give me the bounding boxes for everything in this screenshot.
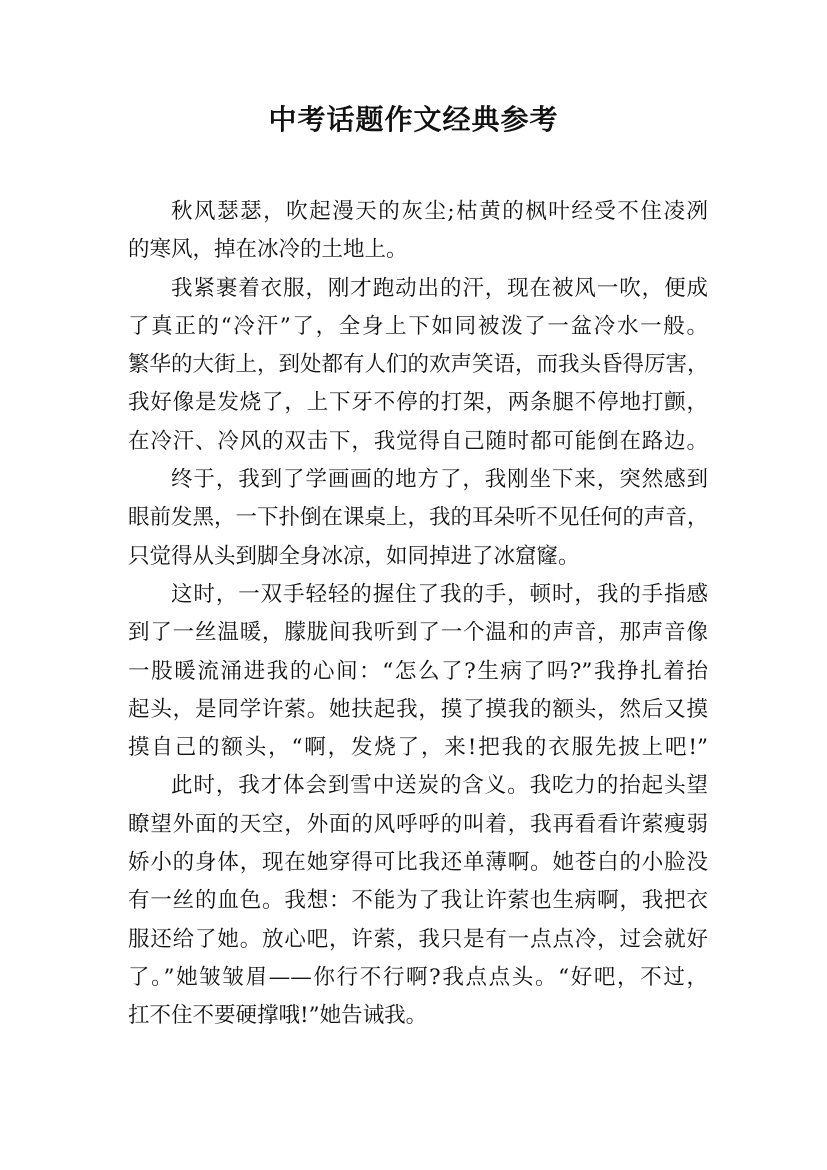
paragraph-line: 终于，我到了学画画的地方了，我刚坐下来，突然感到 (171, 467, 708, 493)
paragraph-line: 只觉得从头到脚全身冰凉，如同掉进了冰窟窿。 (128, 543, 580, 569)
paragraph-line: 这时，一双手轻轻的握住了我的手，顿时，我的手指感 (171, 581, 708, 607)
document-body (128, 193, 708, 1036)
paragraph-line: 秋风瑟瑟，吹起漫天的灰尘;枯黄的枫叶经受不住凌冽 (171, 199, 708, 224)
paragraph-line: 摸自己的额头，“啊，发烧了，来!把我的衣服先披上吧!” (128, 735, 708, 761)
paragraph-line: 眼前发黑，一下扑倒在课桌上，我的耳朵听不见任何的声音， (128, 505, 709, 531)
paragraph-line: 的寒风，掉在冰冷的土地上。 (128, 237, 408, 263)
paragraph-line: 起头，是同学许萦。她扶起我，摸了摸我的额头，然后又摸 (128, 696, 708, 722)
paragraph-line: 了真正的“冷汗”了，全身上下如同被泼了一盆冷水一般。 (128, 313, 708, 339)
paragraph-line: 服还给了她。放心吧，许萦，我只是有一点点冷，过会就好 (128, 926, 708, 952)
paragraph-line: 扛不住不要硬撑哦!”她告诫我。 (128, 1003, 428, 1029)
paragraph-line: 我好像是发烧了，上下牙不停的打架，两条腿不停地打颤， (128, 390, 708, 416)
paragraph-line: 娇小的身体，现在她穿得可比我还单薄啊。她苍白的小脸没 (128, 850, 708, 876)
paragraph-line: 在冷汗、冷风的双击下，我觉得自己随时都可能倒在路边。 (128, 428, 708, 454)
paragraph-line: 了。”她皱皱眉——你行不行啊?我点点头。“好吧，不过， (128, 964, 708, 990)
paragraph-line: 有一丝的血色。我想：不能为了我让许萦也生病啊，我把衣 (128, 888, 708, 914)
paragraph-line: 瞭望外面的天空，外面的风呼呼的叫着，我再看看许萦瘦弱 (128, 811, 708, 837)
paragraph-line: 到了一丝温暖，朦胧间我听到了一个温和的声音，那声音像 (128, 620, 708, 646)
paragraph-line: 一股暖流涌进我的心间：“怎么了?生病了吗?”我挣扎着抬 (128, 658, 708, 684)
paragraph-line: 此时，我才体会到雪中送炭的含义。我吃力的抬起头望 (171, 773, 708, 799)
paragraph-line: 繁华的大街上，到处都有人们的欢声笑语，而我头昏得厉害， (128, 352, 709, 378)
document-title: 中考话题作文经典参考 (268, 103, 559, 136)
paragraph-line: 我紧裹着衣服，刚才跑动出的汗，现在被风一吹，便成 (171, 275, 708, 301)
